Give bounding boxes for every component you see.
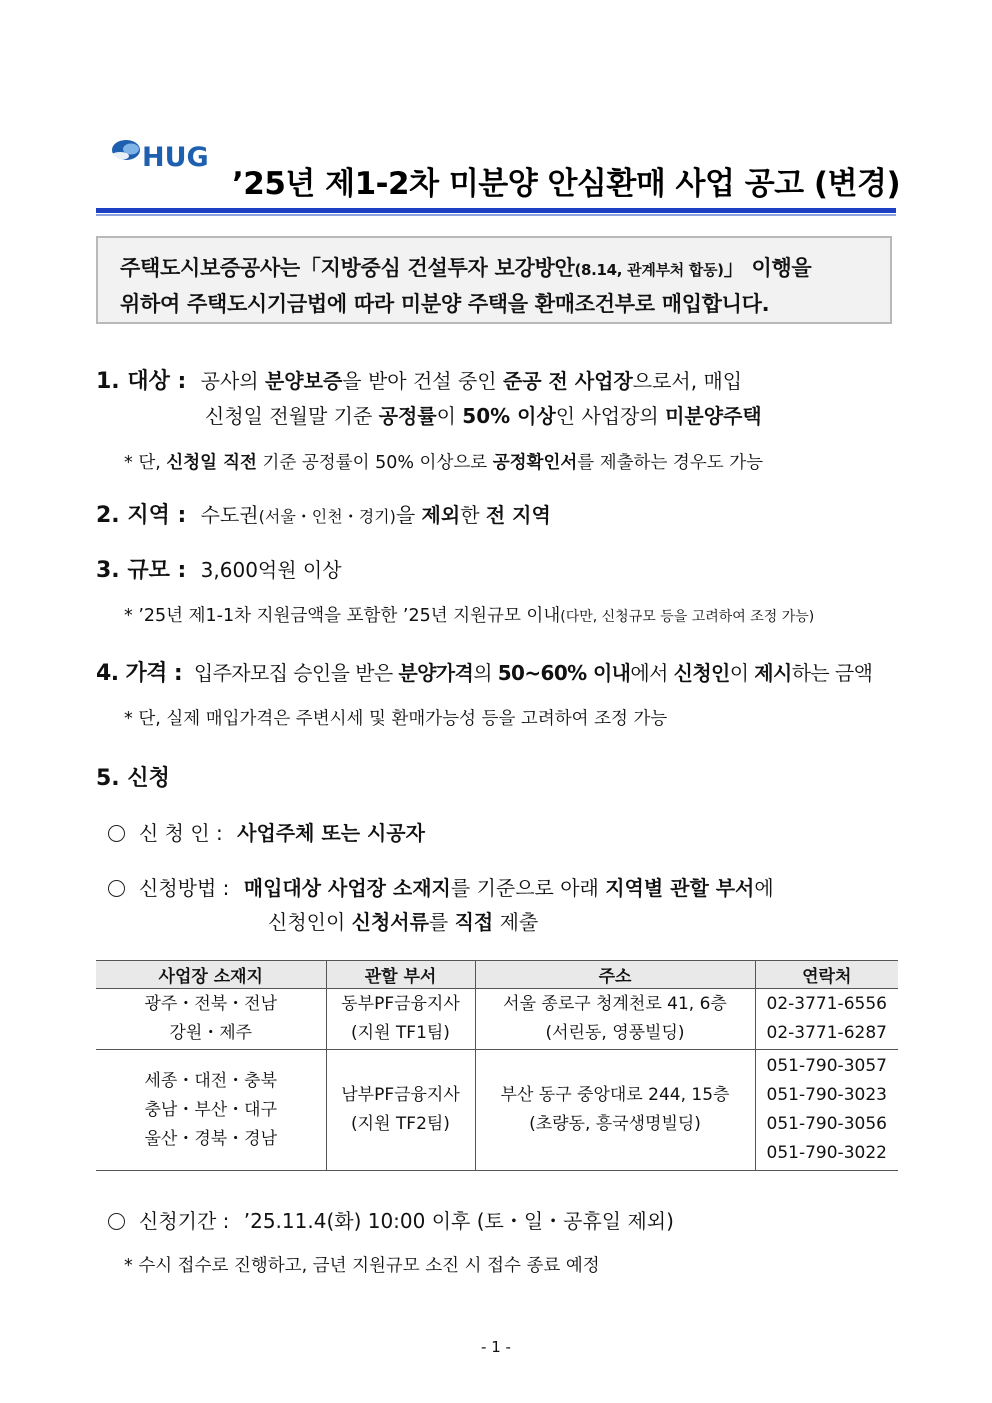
text-bold: 분양가격 (398, 661, 474, 685)
contacts-table (96, 960, 898, 1171)
section-heading: 3. 규모 : (96, 558, 187, 583)
text: 제출 (493, 910, 539, 934)
text-small: (다만, 신청규모 등을 고려하여 조정 가능) (560, 609, 815, 625)
text: 이 (729, 661, 755, 685)
text: * 단, (124, 453, 167, 473)
intro-text-small: (8.14, 관계부처 합동) (574, 261, 724, 279)
text: 하는 금액 (791, 661, 873, 685)
text: 공사의 (200, 369, 265, 393)
section-heading: 1. 대상 : (96, 369, 187, 394)
text: 인 사업장의 (555, 404, 666, 428)
text: 을 (395, 503, 422, 527)
cell-text: 광주・전북・전남 (144, 994, 278, 1014)
text-bold: 50~60% 이내 (497, 661, 631, 685)
text: 를 기준으로 아래 (450, 876, 606, 900)
cell-text: 051-790-3057 (766, 1056, 887, 1076)
text-bold: 제시 (754, 661, 792, 685)
page-title: ’25년 제1-2차 미분양 안심환매 사업 공고 (변경) (232, 166, 901, 202)
text: 으로서, 매입 (632, 369, 743, 393)
hug-logo (106, 134, 218, 182)
section-3-note (124, 602, 814, 627)
cell-text: 051-790-3023 (766, 1085, 887, 1105)
text-bold: 50% 이상 (462, 404, 556, 428)
cell-text: 동부PF금융지사 (341, 994, 460, 1014)
cell-text: 서울 종로구 청계천로 41, 6층 (503, 994, 727, 1014)
section-1-line-1 (96, 364, 742, 395)
cell-text: 02-3771-6556 (766, 994, 887, 1014)
intro-line-2: 위하여 주택도시기금법에 따라 미분양 주택을 환매조건부로 매입합니다. (120, 292, 770, 316)
page-number: - 1 - (481, 1338, 511, 1356)
period-note: * 수시 접수로 진행하고, 금년 지원규모 소진 시 접수 종료 예정 (124, 1256, 600, 1276)
text: 에서 (630, 661, 674, 685)
text-small: (서울・인천・경기) (258, 507, 396, 526)
text-bold: 지역별 관할 부서 (605, 876, 755, 900)
text: 이 (436, 404, 463, 428)
label: 신 청 인 : (139, 821, 223, 845)
intro-text: 」 이행을 (723, 256, 812, 280)
header-region: 사업장 소재지 (96, 961, 326, 989)
text-bold: 매입대상 사업장 소재지 (243, 876, 451, 900)
text: 신청인이 (268, 910, 352, 934)
section-heading: 4. 가격 : (96, 661, 183, 686)
cell-text: 051-790-3056 (766, 1114, 887, 1134)
phone-cell (755, 1050, 898, 1171)
text-bold: 준공 전 사업장 (502, 369, 633, 393)
table-row (96, 989, 898, 1050)
logo-text: HUG (142, 142, 209, 173)
method-row-2 (268, 906, 538, 935)
logo-swoosh-icon (106, 136, 146, 170)
header-address: 주소 (475, 961, 755, 989)
title-rule-thin (96, 214, 896, 216)
text: 을 받아 건설 중인 (342, 369, 503, 393)
label: 신청방법 : (139, 876, 230, 900)
section-2 (96, 498, 551, 529)
text-bold: 직접 (454, 910, 494, 934)
intro-box (96, 236, 892, 324)
circle-bullet-icon (108, 880, 125, 897)
cell-text: (초량동, 흥국생명빌딩) (529, 1114, 701, 1134)
cell-text: 051-790-3022 (766, 1143, 887, 1163)
label: 신청기간 : (139, 1209, 230, 1233)
method-row (108, 872, 774, 901)
section-heading: 2. 지역 : (96, 503, 187, 528)
section-3 (96, 553, 342, 584)
text: 의 (473, 661, 498, 685)
cell-text: 강원・제주 (169, 1023, 253, 1043)
section-4-note: * 단, 실제 매입가격은 주변시세 및 환매가능성 등을 고려하여 조정 가능 (124, 709, 668, 729)
address-cell (475, 1050, 755, 1171)
text-bold: 신청인 (673, 661, 730, 685)
cell-text: 02-3771-6287 (766, 1023, 887, 1043)
intro-line-1 (120, 252, 811, 282)
intro-text: 주택도시보증공사는「지방중심 건설투자 보강방안 (120, 256, 575, 280)
cell-text: 충남・부산・대구 (144, 1099, 278, 1120)
cell-text: (지원 TF2팀) (351, 1114, 450, 1134)
cell-text: 부산 동구 중앙대로 244, 15층 (500, 1085, 730, 1105)
text: 수도권 (200, 503, 259, 527)
dept-cell (326, 989, 475, 1050)
header-dept: 관할 부서 (326, 961, 475, 989)
text: * ’25년 제1-1차 지원금액을 포함한 ’25년 지원규모 이내 (124, 606, 561, 626)
text: 입주자모집 승인을 받은 (193, 661, 399, 685)
section-1-line-2 (205, 400, 762, 429)
text-bold: 미분양주택 (665, 404, 762, 428)
text-bold: 전 지역 (485, 503, 551, 527)
address-cell (475, 989, 755, 1050)
section-4 (96, 656, 872, 687)
cell-text: 남부PF금융지사 (341, 1085, 460, 1105)
table-row (96, 1050, 898, 1171)
cell-text: 울산・경북・경남 (144, 1128, 278, 1149)
text: 한 (460, 503, 486, 527)
cell-text: 세종・대전・충북 (144, 1070, 278, 1091)
text-bold: 분양보증 (264, 369, 343, 393)
text: 기준 공정률이 50% 이상으로 (256, 453, 493, 473)
text: 신청일 전월말 기준 (205, 404, 379, 428)
region-cell (96, 989, 326, 1050)
circle-bullet-icon (108, 1213, 125, 1230)
section-1-note (124, 449, 763, 474)
cell-text: (서린동, 영풍빌딩) (545, 1023, 685, 1043)
text-bold: 사업주체 또는 시공자 (237, 821, 425, 845)
table-header-row (96, 961, 898, 989)
phone-cell (755, 989, 898, 1050)
header-contact: 연락처 (755, 961, 898, 989)
text-bold: 공정률 (378, 404, 437, 428)
text: ’25.11.4(화) 10:00 이후 (토・일・공휴일 제외) (243, 1209, 674, 1233)
text-bold: 제외 (421, 503, 461, 527)
text-bold: 신청일 직전 (166, 453, 257, 473)
text: 를 (428, 910, 455, 934)
dept-cell (326, 1050, 475, 1171)
title-rule (96, 208, 896, 213)
region-cell (96, 1050, 326, 1171)
section-5-heading: 5. 신청 (96, 766, 170, 791)
text-bold: 신청서류 (351, 910, 429, 934)
text: 에 (754, 876, 774, 900)
applicant-row (108, 817, 425, 846)
period-row (108, 1205, 674, 1234)
text: 3,600억원 이상 (200, 558, 342, 582)
cell-text: (지원 TF1팀) (351, 1023, 450, 1043)
text: 를 제출하는 경우도 가능 (577, 453, 764, 473)
circle-bullet-icon (108, 825, 125, 842)
text-bold: 공정확인서 (492, 453, 578, 473)
